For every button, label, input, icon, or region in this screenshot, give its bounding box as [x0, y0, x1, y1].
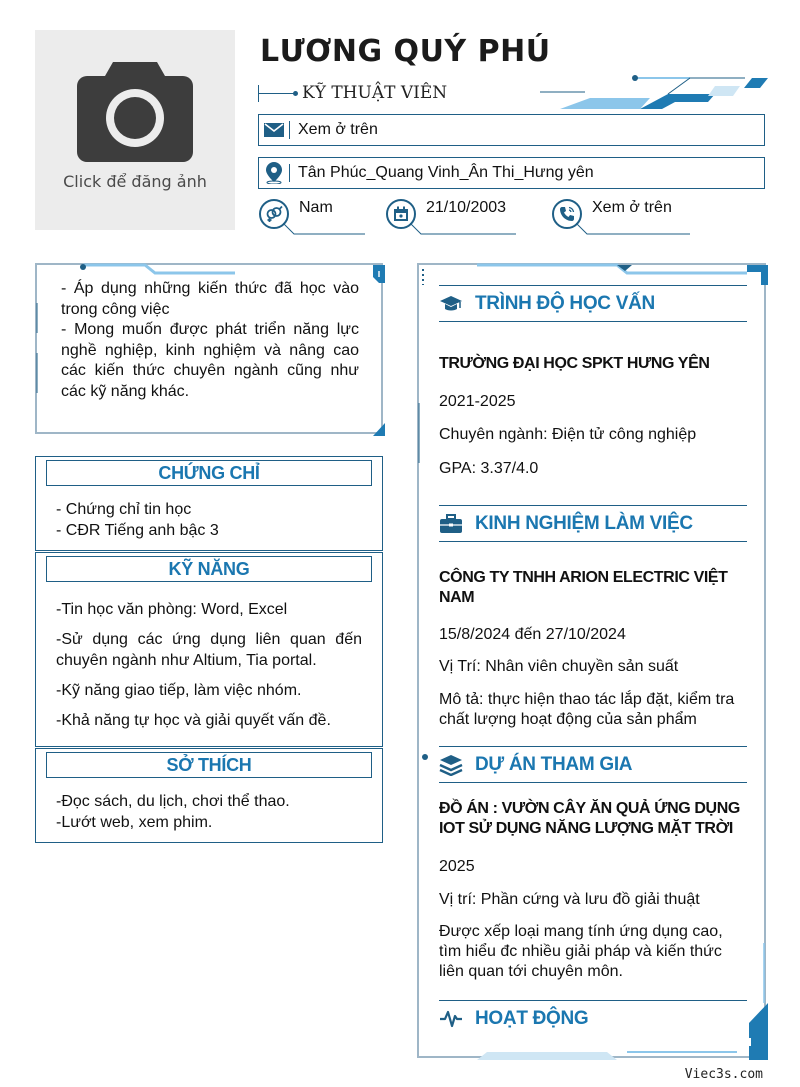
list-item: -Kỹ năng giao tiếp, làm việc nhóm.	[56, 682, 302, 699]
hobbies-list	[56, 791, 362, 833]
phone-underline	[576, 223, 690, 237]
avatar-placeholder[interactable]	[35, 30, 235, 230]
education-heading-bar	[439, 285, 747, 322]
job-title-row	[258, 81, 447, 105]
email-field[interactable]	[258, 114, 765, 146]
education-major: Chuyên ngành: Điện tử công nghiệp	[439, 426, 697, 443]
list-item: - CĐR Tiếng anh bậc 3	[56, 522, 219, 539]
list-item: -Đọc sách, du lịch, chơi thể thao.	[56, 793, 290, 810]
gender-icon	[265, 205, 283, 223]
project-name: ĐỒ ÁN : VƯỜN CÂY ĂN QUẢ ỨNG DỤNG IOT SỬ DỤNG NĂNG LƯỢNG MẶT TRỜI	[439, 800, 740, 837]
photo-upload-label: Click để đăng ảnh	[63, 172, 207, 191]
experience-company: CÔNG TY TNHH ARION ELECTRIC VIỆT NAM	[439, 569, 728, 606]
education-heading: TRÌNH ĐỘ HỌC VẤN	[475, 292, 655, 314]
list-item: -Sử dụng các ứng dụng liên quan đến chuyên ngành như Altium, Tia portal.	[56, 631, 362, 669]
calendar-icon	[393, 206, 409, 222]
job-title: KỸ THUẬT VIÊN	[302, 83, 448, 103]
project-year: 2025	[439, 858, 475, 875]
projects-heading-bar	[439, 746, 747, 783]
education-gpa: GPA: 3.37/4.0	[439, 460, 539, 477]
layers-icon	[439, 754, 463, 776]
birthday-field[interactable]	[386, 199, 516, 239]
hobbies-heading: SỞ THÍCH	[46, 752, 372, 778]
address-field[interactable]	[258, 157, 765, 189]
main-content-panel	[417, 263, 766, 1058]
phone-field[interactable]	[552, 199, 692, 239]
phone-value: Xem ở trên	[592, 199, 672, 216]
briefcase-icon	[439, 514, 463, 534]
objective-text: - Áp dụng những kiến thức đã học vào trong công việc - Mong muốn được phát triển năng lực nghề nghiệp, kinh nghiệm và nâng cao các kiến thức chuyên ngành cũng như các kỹ năng khác.	[61, 280, 359, 400]
experience-heading: KINH NGHIỆM LÀM VIỆC	[475, 512, 693, 534]
address-value: Tân Phúc_Quang Vinh_Ân Thi_Hưng yên	[298, 164, 594, 181]
certificates-section	[35, 456, 383, 551]
experience-description: Mô tả: thực hiện thao tác lắp đặt, kiểm tra chất lượng hoạt động của sản phẩm	[439, 691, 735, 728]
certificates-list	[56, 499, 362, 541]
education-period: 2021-2025	[439, 393, 516, 410]
list-item: -Lướt web, xem phim.	[56, 814, 213, 831]
gender-field[interactable]	[259, 199, 369, 239]
list-item: - Chứng chỉ tin học	[56, 501, 192, 518]
skills-section	[35, 552, 383, 747]
experience-period: 15/8/2024 đến 27/10/2024	[439, 626, 626, 643]
birthday-value: 21/10/2003	[426, 199, 507, 216]
gender-underline	[283, 223, 365, 237]
hobbies-section	[35, 748, 383, 843]
experience-position: Vị Trí: Nhân viên chuyền sản suất	[439, 658, 679, 675]
gender-value: Nam	[299, 199, 333, 216]
pulse-icon	[439, 1010, 463, 1028]
circuit-decoration	[540, 74, 770, 112]
graduation-cap-icon	[439, 294, 463, 314]
list-item: -Khả năng tự học và giải quyết vấn đề.	[56, 712, 331, 729]
candidate-name: LƯƠNG QUÝ PHÚ	[260, 34, 551, 69]
title-line-decoration	[258, 93, 296, 94]
envelope-icon	[264, 123, 284, 137]
camera-icon	[75, 58, 195, 168]
location-pin-icon	[265, 162, 283, 184]
projects-heading: DỰ ÁN THAM GIA	[475, 753, 633, 775]
skills-heading: KỸ NĂNG	[46, 556, 372, 582]
project-description: Được xếp loại mang tính ứng dụng cao, tìm hiểu đc nhiều giải pháp và kiến thức liên quan tới chuyên môn.	[439, 923, 723, 980]
activities-heading: HOẠT ĐỘNG	[475, 1008, 589, 1029]
career-objective	[35, 263, 383, 434]
activities-heading-bar	[439, 1000, 747, 1037]
list-item: -Tin học văn phòng: Word, Excel	[56, 601, 288, 618]
skills-list	[56, 599, 362, 740]
education-school: TRƯỜNG ĐẠI HỌC SPKT HƯNG YÊN	[439, 355, 710, 372]
phone-icon	[559, 206, 575, 222]
project-role: Vị trí: Phần cứng và lưu đồ giải thuật	[439, 891, 700, 908]
site-watermark: Viec3s.com	[684, 1067, 763, 1082]
email-value: Xem ở trên	[298, 121, 378, 138]
birthday-underline	[410, 223, 516, 237]
experience-heading-bar	[439, 505, 747, 542]
certificates-heading: CHỨNG CHỈ	[46, 460, 372, 486]
